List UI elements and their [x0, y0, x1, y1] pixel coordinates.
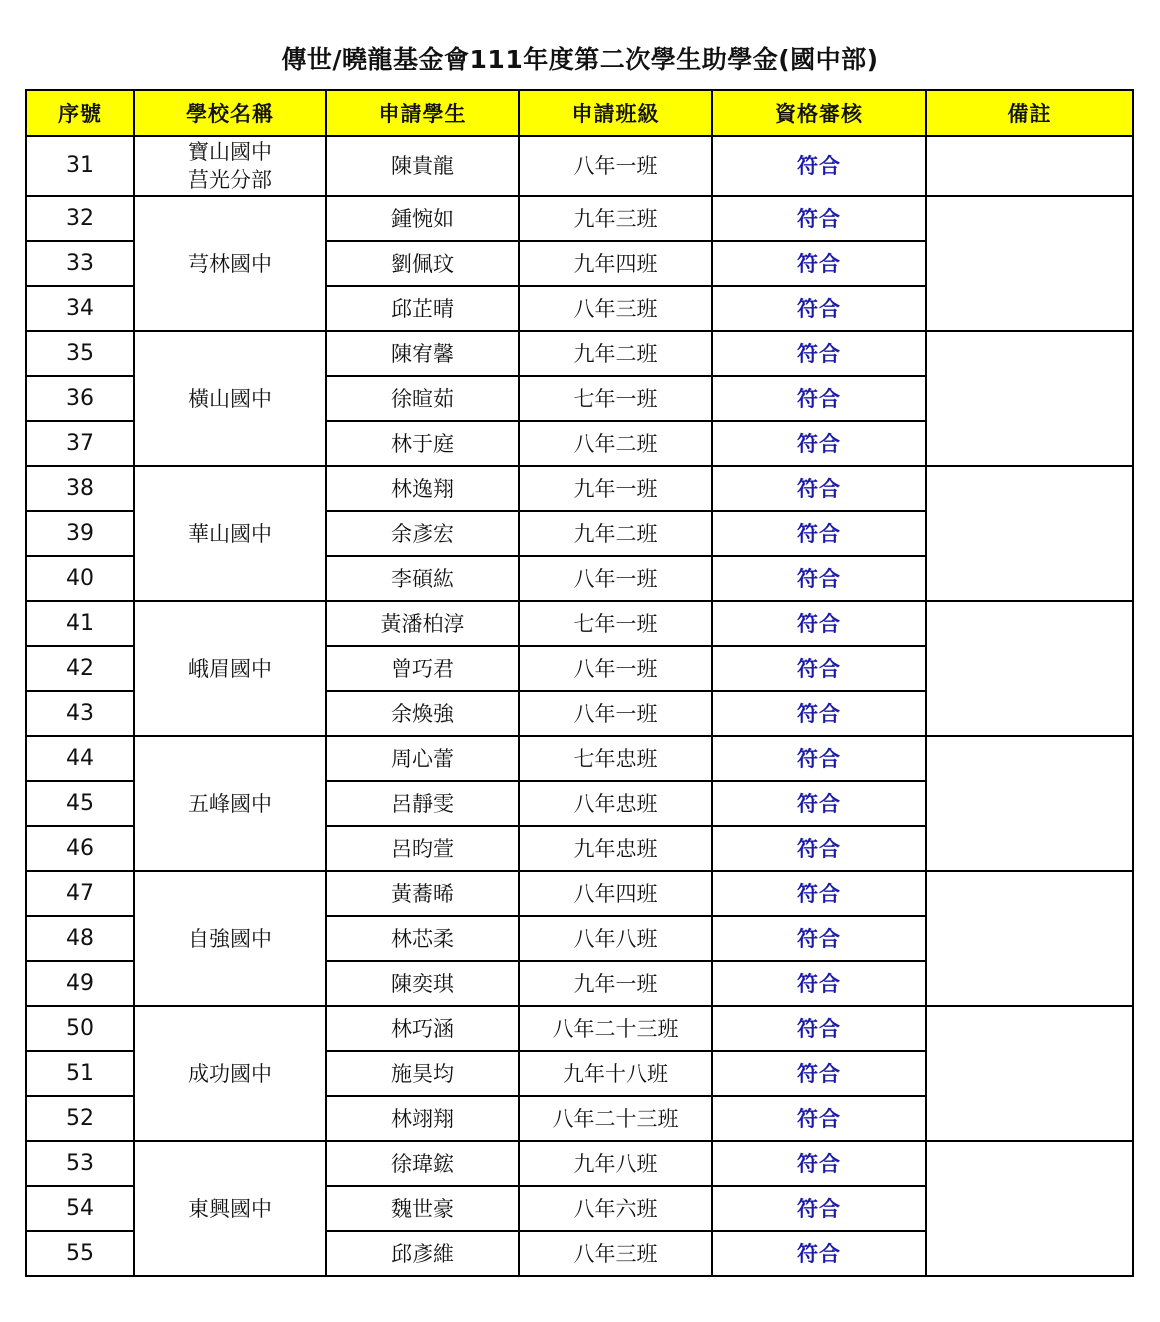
header-row	[26, 90, 1133, 136]
document-title: 傳世/曉龍基金會111年度第二次學生助學金(國中部)	[281, 45, 879, 74]
school-name: 寶山國中 莒光分部	[134, 136, 326, 196]
review-result: 符合	[712, 286, 926, 331]
student-class: 八年一班	[519, 691, 712, 736]
student-name: 林巧涵	[326, 1006, 519, 1051]
row-index: 39	[26, 511, 134, 556]
student-class: 九年十八班	[519, 1051, 712, 1096]
note-cell	[926, 871, 1133, 1006]
row-index: 45	[26, 781, 134, 826]
row-index: 53	[26, 1141, 134, 1186]
student-name: 呂靜雯	[326, 781, 519, 826]
row-index: 43	[26, 691, 134, 736]
note-cell	[926, 601, 1133, 736]
review-result: 符合	[712, 601, 926, 646]
student-class: 八年二十三班	[519, 1096, 712, 1141]
student-name: 余煥強	[326, 691, 519, 736]
row-index: 50	[26, 1006, 134, 1051]
note-cell	[926, 466, 1133, 601]
review-result: 符合	[712, 331, 926, 376]
review-result: 符合	[712, 826, 926, 871]
student-name: 曾巧君	[326, 646, 519, 691]
row-index: 48	[26, 916, 134, 961]
review-result: 符合	[712, 961, 926, 1006]
row-index: 51	[26, 1051, 134, 1096]
student-name: 余彥宏	[326, 511, 519, 556]
note-cell	[926, 1006, 1133, 1141]
school-name: 東興國中	[134, 1141, 326, 1276]
student-name: 施昊均	[326, 1051, 519, 1096]
student-name: 徐瑋鋐	[326, 1141, 519, 1186]
student-class: 九年二班	[519, 511, 712, 556]
row-index: 41	[26, 601, 134, 646]
review-result: 符合	[712, 1006, 926, 1051]
header-index: 序號	[26, 90, 134, 136]
student-class: 八年四班	[519, 871, 712, 916]
student-class: 八年二班	[519, 421, 712, 466]
review-result: 符合	[712, 1141, 926, 1186]
review-result: 符合	[712, 421, 926, 466]
school-name: 五峰國中	[134, 736, 326, 871]
review-result: 符合	[712, 916, 926, 961]
student-name: 李碩紘	[326, 556, 519, 601]
row-index: 47	[26, 871, 134, 916]
school-name: 峨眉國中	[134, 601, 326, 736]
review-result: 符合	[712, 196, 926, 241]
school-name: 橫山國中	[134, 331, 326, 466]
table-row	[26, 466, 1133, 511]
row-index: 34	[26, 286, 134, 331]
note-cell	[926, 136, 1133, 196]
student-name: 魏世豪	[326, 1186, 519, 1231]
student-name: 陳宥馨	[326, 331, 519, 376]
row-index: 55	[26, 1231, 134, 1276]
student-class: 八年八班	[519, 916, 712, 961]
student-class: 八年三班	[519, 1231, 712, 1276]
student-name: 林芯柔	[326, 916, 519, 961]
school-name: 芎林國中	[134, 196, 326, 331]
row-index: 31	[26, 136, 134, 196]
review-result: 符合	[712, 736, 926, 781]
student-name: 周心蕾	[326, 736, 519, 781]
student-name: 鍾惋如	[326, 196, 519, 241]
row-index: 46	[26, 826, 134, 871]
review-result: 符合	[712, 781, 926, 826]
review-result: 符合	[712, 1096, 926, 1141]
table-row	[26, 601, 1133, 646]
row-index: 35	[26, 331, 134, 376]
student-class: 九年忠班	[519, 826, 712, 871]
student-name: 林逸翔	[326, 466, 519, 511]
student-class: 八年一班	[519, 136, 712, 196]
row-index: 42	[26, 646, 134, 691]
review-result: 符合	[712, 646, 926, 691]
row-index: 36	[26, 376, 134, 421]
header-school: 學校名稱	[134, 90, 326, 136]
student-class: 七年忠班	[519, 736, 712, 781]
school-name: 華山國中	[134, 466, 326, 601]
review-result: 符合	[712, 1186, 926, 1231]
student-class: 八年二十三班	[519, 1006, 712, 1051]
student-class: 八年一班	[519, 556, 712, 601]
student-class: 八年一班	[519, 646, 712, 691]
student-name: 呂昀萱	[326, 826, 519, 871]
row-index: 33	[26, 241, 134, 286]
header-review: 資格審核	[712, 90, 926, 136]
student-name: 林翊翔	[326, 1096, 519, 1141]
student-name: 陳貴龍	[326, 136, 519, 196]
header-student: 申請學生	[326, 90, 519, 136]
student-class: 九年八班	[519, 1141, 712, 1186]
student-name: 黃蕎晞	[326, 871, 519, 916]
table-row	[26, 196, 1133, 241]
school-name: 成功國中	[134, 1006, 326, 1141]
note-cell	[926, 331, 1133, 466]
note-cell	[926, 1141, 1133, 1276]
row-index: 40	[26, 556, 134, 601]
student-class: 八年忠班	[519, 781, 712, 826]
student-class: 九年四班	[519, 241, 712, 286]
row-index: 52	[26, 1096, 134, 1141]
header-note: 備註	[926, 90, 1133, 136]
student-class: 九年一班	[519, 466, 712, 511]
student-class: 七年一班	[519, 601, 712, 646]
student-name: 陳奕琪	[326, 961, 519, 1006]
row-index: 44	[26, 736, 134, 781]
student-name: 徐暄茹	[326, 376, 519, 421]
table-body	[26, 136, 1133, 1276]
note-cell	[926, 736, 1133, 871]
row-index: 49	[26, 961, 134, 1006]
review-result: 符合	[712, 556, 926, 601]
student-name: 邱彥維	[326, 1231, 519, 1276]
student-name: 林于庭	[326, 421, 519, 466]
review-result: 符合	[712, 511, 926, 556]
student-class: 七年一班	[519, 376, 712, 421]
review-result: 符合	[712, 1051, 926, 1096]
review-result: 符合	[712, 241, 926, 286]
note-cell	[926, 196, 1133, 331]
student-class: 九年三班	[519, 196, 712, 241]
table-row	[26, 871, 1133, 916]
table-row	[26, 136, 1133, 196]
student-class: 九年二班	[519, 331, 712, 376]
student-class: 八年六班	[519, 1186, 712, 1231]
review-result: 符合	[712, 691, 926, 736]
student-class: 八年三班	[519, 286, 712, 331]
school-name: 自強國中	[134, 871, 326, 1006]
review-result: 符合	[712, 1231, 926, 1276]
student-name: 劉佩玟	[326, 241, 519, 286]
student-name: 黃潘柏淳	[326, 601, 519, 646]
table-row	[26, 1141, 1133, 1186]
row-index: 37	[26, 421, 134, 466]
table-row	[26, 331, 1133, 376]
row-index: 38	[26, 466, 134, 511]
review-result: 符合	[712, 376, 926, 421]
scholarship-table	[25, 89, 1134, 1277]
table-row	[26, 1006, 1133, 1051]
student-name: 邱芷晴	[326, 286, 519, 331]
review-result: 符合	[712, 871, 926, 916]
review-result: 符合	[712, 466, 926, 511]
student-class: 九年一班	[519, 961, 712, 1006]
row-index: 54	[26, 1186, 134, 1231]
row-index: 32	[26, 196, 134, 241]
table-row	[26, 736, 1133, 781]
review-result: 符合	[712, 136, 926, 196]
header-class: 申請班級	[519, 90, 712, 136]
